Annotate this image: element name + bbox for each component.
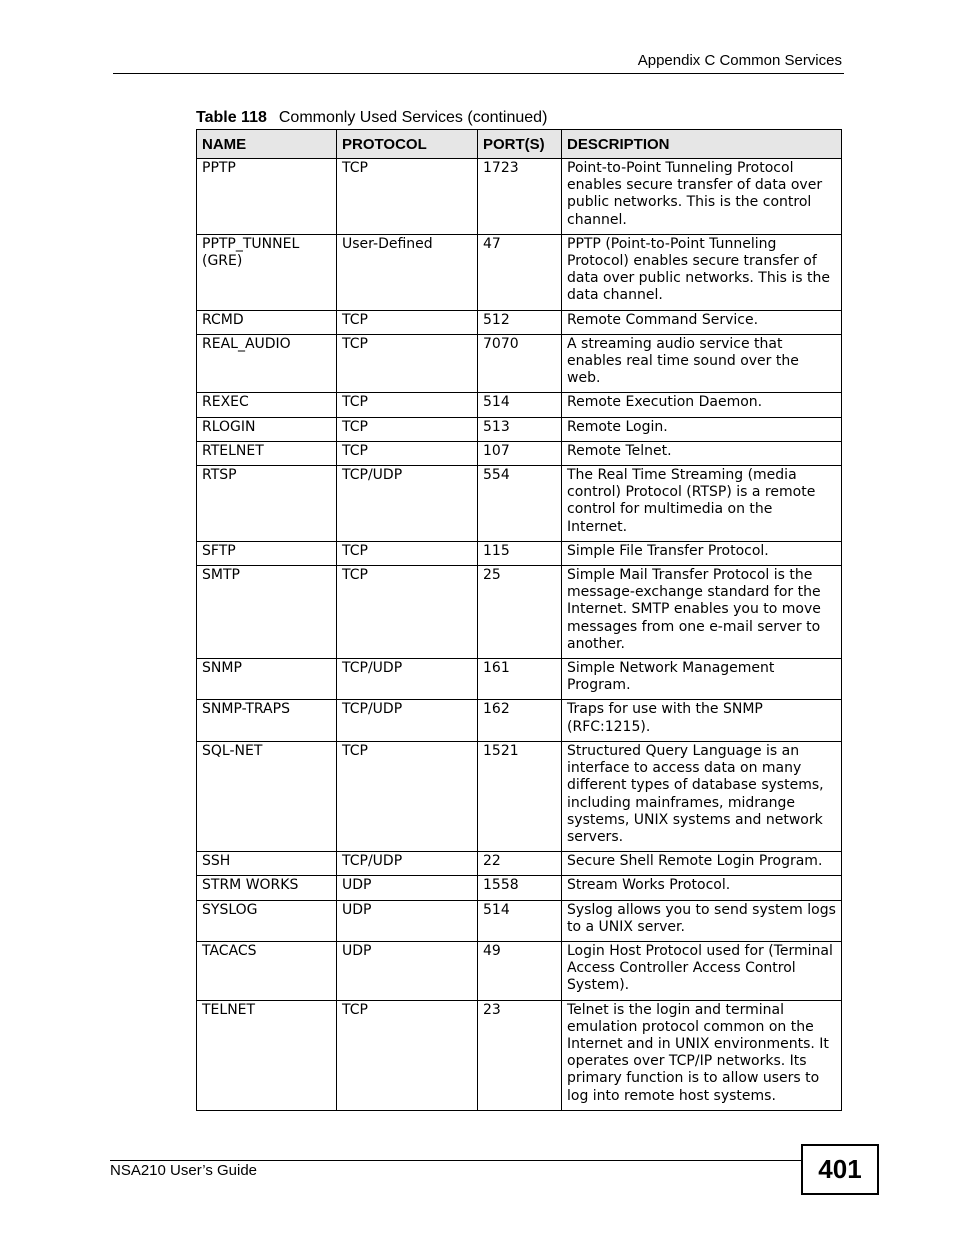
cell-protocol: TCP — [337, 1000, 478, 1110]
table-row — [197, 159, 842, 235]
table-row — [197, 566, 842, 659]
table-row — [197, 441, 842, 465]
table-row — [197, 852, 842, 876]
footer-rule — [110, 1160, 802, 1161]
cell-description: Simple Mail Transfer Protocol is the message-exchange standard for the Internet. SMTP enables you to move messages from one e-mail server to another. — [562, 566, 842, 659]
cell-description: Simple Network Management Program. — [562, 659, 842, 700]
cell-description: Remote Command Service. — [562, 310, 842, 334]
cell-port: 514 — [478, 393, 562, 417]
cell-name: TELNET — [197, 1000, 337, 1110]
cell-port: 47 — [478, 234, 562, 310]
cell-protocol: TCP — [337, 417, 478, 441]
cell-description: The Real Time Streaming (media control) Protocol (RTSP) is a remote control for multimedia on the Internet. — [562, 466, 842, 542]
table-row — [197, 1000, 842, 1110]
table-row — [197, 700, 842, 741]
table-row — [197, 393, 842, 417]
table-row — [197, 941, 842, 1000]
table-row — [197, 334, 842, 393]
cell-description: Point-to-Point Tunneling Protocol enables secure transfer of data over public networks. This is the control channel. — [562, 159, 842, 235]
table-header-row — [197, 130, 842, 159]
cell-port: 7070 — [478, 334, 562, 393]
cell-protocol: TCP/UDP — [337, 852, 478, 876]
cell-port: 513 — [478, 417, 562, 441]
running-header: Appendix C Common Services — [637, 52, 842, 69]
cell-description: Simple File Transfer Protocol. — [562, 541, 842, 565]
cell-name: RCMD — [197, 310, 337, 334]
cell-protocol: TCP/UDP — [337, 466, 478, 542]
page-number: 401 — [801, 1144, 879, 1195]
cell-name: RTELNET — [197, 441, 337, 465]
cell-protocol: TCP — [337, 441, 478, 465]
cell-description: Structured Query Language is an interface to access data on many different types of database systems, including mainframes, midrange systems, UNIX systems and network servers. — [562, 741, 842, 851]
cell-name: SFTP — [197, 541, 337, 565]
cell-port: 23 — [478, 1000, 562, 1110]
cell-name: PPTP — [197, 159, 337, 235]
cell-name: SQL-NET — [197, 741, 337, 851]
cell-description: Remote Login. — [562, 417, 842, 441]
cell-protocol: TCP — [337, 310, 478, 334]
column-header-protocol: PROTOCOL — [337, 130, 478, 159]
cell-port: 1558 — [478, 876, 562, 900]
table-row — [197, 234, 842, 310]
cell-protocol: UDP — [337, 900, 478, 941]
cell-description: Remote Telnet. — [562, 441, 842, 465]
table-row — [197, 466, 842, 542]
cell-protocol: TCP — [337, 741, 478, 851]
table-row — [197, 310, 842, 334]
cell-description: Telnet is the login and terminal emulation protocol common on the Internet and in UNIX environments. It operates over TCP/IP networks. Its primary function is to allow users to log into remote host systems. — [562, 1000, 842, 1110]
cell-protocol: TCP — [337, 159, 478, 235]
column-header-ports: PORT(S) — [478, 130, 562, 159]
cell-port: 49 — [478, 941, 562, 1000]
cell-protocol: UDP — [337, 941, 478, 1000]
cell-protocol: TCP — [337, 334, 478, 393]
cell-name: RTSP — [197, 466, 337, 542]
cell-protocol: User-Defined — [337, 234, 478, 310]
cell-name: SNMP — [197, 659, 337, 700]
cell-port: 115 — [478, 541, 562, 565]
cell-port: 1521 — [478, 741, 562, 851]
cell-name: SSH — [197, 852, 337, 876]
cell-port: 1723 — [478, 159, 562, 235]
cell-name: REAL_AUDIO — [197, 334, 337, 393]
cell-protocol: TCP/UDP — [337, 659, 478, 700]
cell-description: Secure Shell Remote Login Program. — [562, 852, 842, 876]
cell-protocol: UDP — [337, 876, 478, 900]
cell-description: Stream Works Protocol. — [562, 876, 842, 900]
footer-guide-title: NSA210 User’s Guide — [110, 1162, 258, 1179]
cell-port: 162 — [478, 700, 562, 741]
table-row — [197, 741, 842, 851]
table-caption-title: Commonly Used Services (continued) — [278, 109, 548, 126]
cell-name: RLOGIN — [197, 417, 337, 441]
table-row — [197, 900, 842, 941]
cell-description: Syslog allows you to send system logs to a UNIX server. — [562, 900, 842, 941]
cell-port: 22 — [478, 852, 562, 876]
cell-description: Traps for use with the SNMP (RFC:1215). — [562, 700, 842, 741]
cell-port: 512 — [478, 310, 562, 334]
cell-port: 161 — [478, 659, 562, 700]
cell-name: STRM WORKS — [197, 876, 337, 900]
table-caption — [196, 108, 547, 127]
cell-name: SNMP-TRAPS — [197, 700, 337, 741]
table-caption-label: Table 118 — [196, 109, 267, 126]
cell-protocol: TCP/UDP — [337, 700, 478, 741]
cell-description: A streaming audio service that enables real time sound over the web. — [562, 334, 842, 393]
cell-port: 25 — [478, 566, 562, 659]
cell-description: Login Host Protocol used for (Terminal Access Controller Access Control System). — [562, 941, 842, 1000]
cell-port: 107 — [478, 441, 562, 465]
cell-name: PPTP_TUNNEL (GRE) — [197, 234, 337, 310]
cell-name: REXEC — [197, 393, 337, 417]
cell-protocol: TCP — [337, 566, 478, 659]
header-rule — [113, 73, 844, 74]
column-header-description: DESCRIPTION — [562, 130, 842, 159]
services-table — [196, 129, 842, 1111]
table-row — [197, 417, 842, 441]
cell-description: PPTP (Point-to-Point Tunneling Protocol) enables secure transfer of data over public networks. This is the data channel. — [562, 234, 842, 310]
cell-name: SMTP — [197, 566, 337, 659]
cell-description: Remote Execution Daemon. — [562, 393, 842, 417]
table-row — [197, 876, 842, 900]
table-row — [197, 659, 842, 700]
cell-name: SYSLOG — [197, 900, 337, 941]
cell-port: 514 — [478, 900, 562, 941]
column-header-name: NAME — [197, 130, 337, 159]
cell-protocol: TCP — [337, 541, 478, 565]
cell-name: TACACS — [197, 941, 337, 1000]
cell-port: 554 — [478, 466, 562, 542]
cell-protocol: TCP — [337, 393, 478, 417]
table-row — [197, 541, 842, 565]
